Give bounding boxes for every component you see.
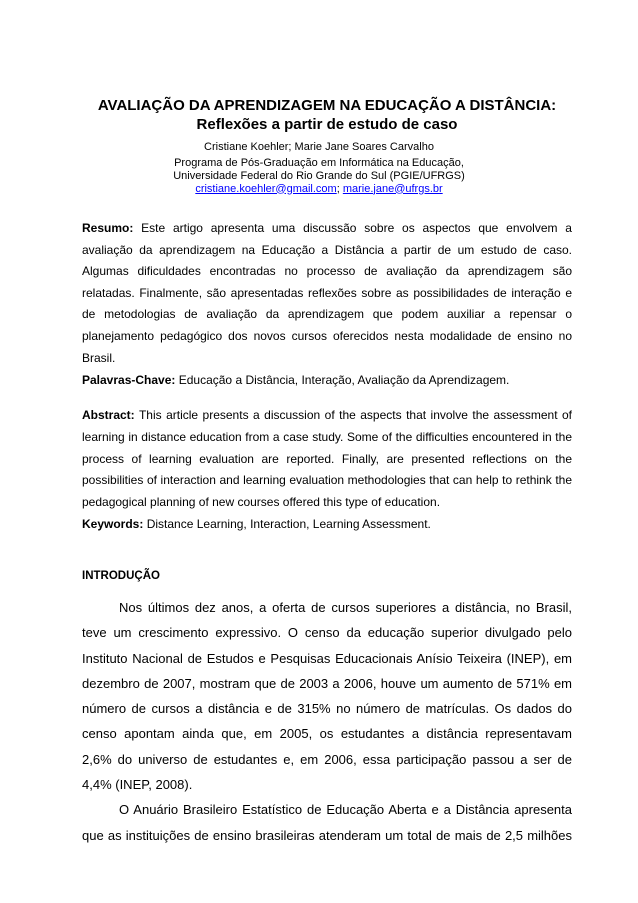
resumo-line: avaliação da aprendizagem na Educação a Distância a partir de um estudo de caso. — [82, 242, 572, 257]
resumo-label: Resumo: — [82, 221, 134, 235]
abstract-section — [82, 405, 572, 514]
introduction-heading — [82, 566, 572, 586]
intro-line: censo apontam ainda que, em 2005, os estudantes a distância representavam — [82, 726, 572, 742]
resumo-line — [82, 218, 572, 240]
title-subtitle: Reflexões a partir de estudo de caso — [196, 116, 458, 133]
affiliation-university: Universidade Federal do Rio Grande do Sul (PGIE/UFRGS) — [173, 169, 465, 182]
resumo-line: planejamento pedagógico dos novos cursos oferecidos nesta modalidade de ensino no — [82, 328, 572, 343]
author-names — [82, 141, 556, 154]
email-separator: ; — [336, 182, 340, 195]
abstract-line: pedagogical planning of new courses offered this type of education. — [82, 495, 441, 510]
abstract-line: possibilities of interaction and learning evaluation methodologies that can help to rethink the — [82, 473, 572, 488]
paper-title — [82, 96, 572, 134]
affiliation-program: Programa de Pós-Graduação em Informática na Educação, — [174, 156, 464, 169]
title-main: AVALIAÇÃO DA APRENDIZAGEM NA EDUCAÇÃO A DISTÂNCIA: — [97, 97, 557, 114]
keywords-section — [82, 514, 572, 536]
section-heading: INTRODUÇÃO — [82, 570, 160, 582]
keywords-line — [82, 514, 572, 536]
intro-line: dezembro de 2007, mostram que de 2003 a 2006, houve um aumento de 571% em — [82, 675, 572, 691]
abstract-line: learning in distance education from a case study. Some of the difficulties encountered in the — [82, 429, 572, 444]
abstract-label: Abstract: — [82, 408, 135, 422]
resumo-section — [82, 218, 572, 369]
author-names-text: Cristiane Koehler; Marie Jane Soares Carvalho — [204, 141, 434, 153]
intro-line: 2,6% do universo de estudantes e, em 2006, essa participação passou a ser de — [82, 751, 572, 767]
intro-line: 4,4% (INEP, 2008). — [82, 777, 193, 793]
author-emails — [82, 183, 556, 196]
keywords-label: Keywords: — [82, 517, 144, 531]
palavras-chave-line — [82, 370, 572, 392]
intro-line: teve um crescimento expressivo. O censo da educação superior divulgado pelo — [82, 625, 572, 641]
intro-line: Nos últimos dez anos, a oferta de cursos superiores a distância, no Brasil, — [119, 600, 572, 615]
email-link-carvalho[interactable]: marie.jane@ufrgs.br — [342, 182, 443, 195]
resumo-line: Brasil. — [82, 350, 116, 365]
palavras-chave-section — [82, 370, 572, 392]
palavras-chave-text: Educação a Distância, Interação, Avaliação da Aprendizagem. — [178, 373, 510, 387]
resumo-line: Algumas dificuldades encontradas no processo de avaliação da aprendizagem são — [82, 264, 572, 279]
resumo-line: de metodologias de avaliação da aprendizagem que podem auxiliar a repensar o — [82, 307, 572, 322]
abstract-line: process of learning evaluation are reported. Finally, are presented reflections on the — [82, 451, 572, 466]
resumo-line: relatadas. Finalmente, são apresentadas reflexões sobre as possibilidades de interação e — [82, 285, 572, 300]
intro-line: Instituto Nacional de Estudos e Pesquisas Educacionais Anísio Teixeira (INEP), em — [82, 650, 572, 666]
palavras-chave-label: Palavras-Chave: — [82, 373, 176, 387]
abstract-line — [82, 405, 572, 427]
keywords-text: Distance Learning, Interaction, Learning Assessment. — [146, 517, 431, 531]
email-link-koehler[interactable]: cristiane.koehler@gmail.com — [195, 182, 337, 195]
introduction-body — [82, 595, 572, 848]
intro-line: número de cursos a distância e de 315% no número de matrículas. Os dados do — [82, 701, 572, 717]
abstract-line-text: This article presents a discussion of the aspects that involve the assessment of — [138, 408, 572, 422]
intro-line: O Anuário Brasileiro Estatístico de Educação Aberta e a Distância apresenta — [119, 802, 572, 818]
resumo-line-text: Este artigo apresenta uma discussão sobre os aspectos que envolvem a — [141, 221, 572, 235]
author-affiliation — [82, 157, 556, 196]
intro-line: que as instituições de ensino brasileiras atenderam um total de mais de 2,5 milhões — [82, 827, 572, 843]
